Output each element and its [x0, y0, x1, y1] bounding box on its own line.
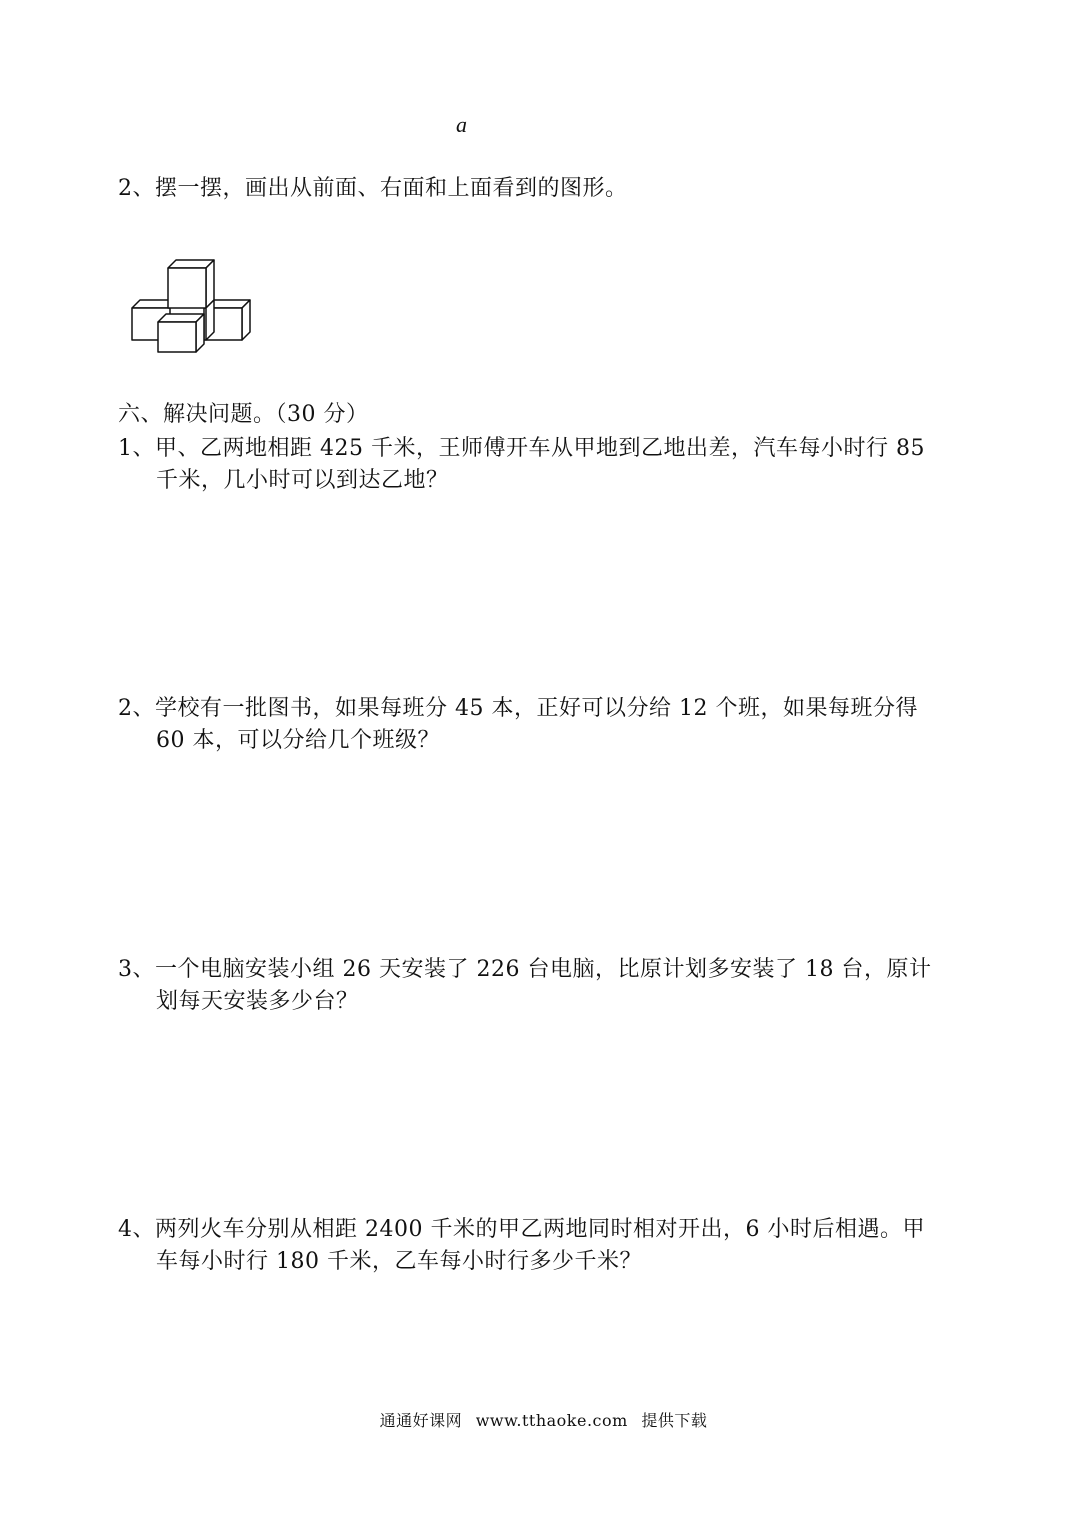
cube-arrangement-figure	[128, 256, 256, 356]
problem-4-line-1: 4、两列火车分别从相距 2400 千米的甲乙两地同时相对开出，6 小时后相遇。甲	[118, 1217, 925, 1242]
page-footer	[0, 1408, 1087, 1431]
problem-1-line-1: 1、甲、乙两地相距 425 千米，王师傅开车从甲地到乙地出差，汽车每小时行 85	[118, 436, 925, 461]
problem-3-line-1: 3、一个电脑安装小组 26 天安装了 226 台电脑，比原计划多安装了 18 台，原计	[118, 957, 932, 982]
problem-1-line-2: 千米，几小时可以到达乙地？	[156, 468, 449, 493]
footer-suffix: 提供下载	[641, 1411, 708, 1430]
footer-site-name: 通通好课网	[379, 1411, 463, 1430]
variable-label: a	[456, 112, 467, 137]
problem-2-line-1: 2、学校有一批图书，如果每班分 45 本，正好可以分给 12 个班，如果每班分得	[118, 696, 918, 721]
problem-2-line-2: 60 本，可以分给几个班级？	[156, 728, 440, 753]
footer-url[interactable]: www.tthaoke.com	[475, 1411, 628, 1430]
problem-3-line-2: 划每天安装多少台？	[156, 989, 359, 1014]
problem-4-line-2: 车每小时行 180 千米，乙车每小时行多少千米？	[156, 1249, 642, 1274]
question-2-draw-views: 2、摆一摆，画出从前面、右面和上面看到的图形。	[118, 176, 628, 201]
section-6-heading: 六、解决问题。（30 分）	[118, 402, 369, 427]
